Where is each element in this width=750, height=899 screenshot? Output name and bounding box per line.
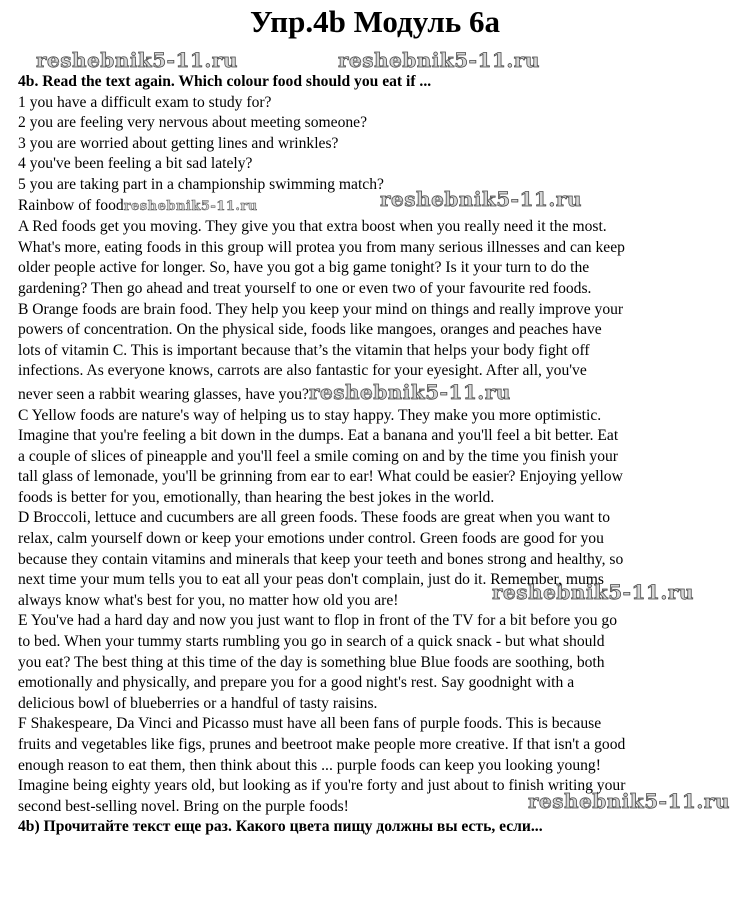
watermark: reshebnik5-11.ru: [528, 789, 730, 813]
paragraph-c-line: foods is better for you, emotionally, than hearing the best jokes in the world.: [18, 488, 495, 506]
question: 2 you are feeling very nervous about meeting someone?: [18, 114, 368, 132]
paragraph-f-line: fruits and vegetables like figs, prunes and beetroot make people more creative. If that isn't a good: [18, 736, 626, 753]
text-title: Rainbow of food: [18, 196, 124, 214]
paragraph-e-line: delicious bowl of blueberries or a handful of tasty raisins.: [18, 694, 378, 712]
watermark: reshebnik5-11.ru: [308, 379, 511, 404]
question: 1 you have a difficult exam to study for?: [18, 93, 272, 111]
paragraph-c-line: tall glass of lemonade, you'll be grinning from ear to ear! What could be easier? Enjoying yellow: [18, 468, 623, 486]
task-header: 4b. Read the text again. Which colour food should you eat if ...: [18, 73, 432, 90]
paragraph-b-line: B Orange foods are brain food. They help you keep your mind on things and really improve your: [18, 300, 624, 318]
paragraph-b-line: lots of vitamin C. This is important because that’s the vitamin that helps your body fight off: [18, 341, 590, 359]
paragraph-f-line: F Shakespeare, Da Vinci and Picasso must have all been fans of purple foods. This is because: [18, 715, 602, 733]
paragraph-d-line: D Broccoli, lettuce and cucumbers are all green foods. These foods are great when you want to: [18, 509, 611, 527]
paragraph-d-line: because they contain vitamins and minerals that keep your teeth and bones strong and healthy, so: [18, 550, 624, 568]
document-body: [18, 72, 728, 838]
paragraph-a-line: What's more, eating foods in this group will protea you from many serious illnesses and can keep: [18, 238, 625, 256]
paragraph-d-line: relax, calm yourself down or keep your emotions under control. Green foods are good for you: [18, 530, 604, 548]
paragraph-f-line: Imagine being eighty years old, but looking as if you're forty and just about to finish writing your: [18, 777, 626, 795]
watermark: reshebnik5-11.ru: [492, 580, 694, 604]
paragraph-b-line: infections. As everyone knows, carrots are also fantastic for your eyesight. After all, you've: [18, 362, 587, 380]
text-title-line: [18, 196, 728, 218]
paragraph-a-line: older people active for longer. So, have you got a big game tonight? Is it your turn to do the: [18, 259, 590, 277]
paragraph-a-line: A Red foods get you moving. They give you that extra boost when you really need it the most.: [18, 218, 607, 236]
watermark: reshebnik5-11.ru: [36, 48, 238, 72]
question: 5 you are taking part in a championship swimming match?: [18, 175, 384, 193]
question: 4 you've been feeling a bit sad lately?: [18, 155, 253, 173]
paragraph-e-line: emotionally and physically, and prepare you for a good night's rest. Say goodnight with a: [18, 674, 575, 692]
paragraph-c-line: a couple of slices of pineapple and you'll feel a smile coming on and by the time you finish your: [18, 447, 618, 465]
paragraph-e-line: E You've had a hard day and now you just want to flop in front of the TV for a bit before you go: [18, 612, 618, 630]
watermark: reshebnik5-11.ru: [380, 187, 582, 211]
watermark: reshebnik5-11.ru: [123, 198, 258, 214]
paragraph-b-line: never seen a rabbit wearing glasses, have you?: [18, 385, 309, 403]
paragraph-a-line: gardening? Then go ahead and treat yourself to one or even two of your favourite red foods.: [18, 279, 592, 297]
paragraph-d-line: always know what's best for you, no matter how old you are!: [18, 591, 399, 609]
paragraph-c-line: Imagine that you're feeling a bit down in the dumps. Eat a banana and you'll feel a bit better. Eat: [18, 427, 619, 445]
paragraph-e-line: to bed. When your tummy starts rumbling you go in search of a quick snack - but what should: [18, 633, 605, 651]
paragraph-e-line: you eat? The best thing at this time of the day is something blue Blue foods are soothing, both: [18, 653, 605, 671]
watermark: reshebnik5-11.ru: [338, 48, 540, 72]
russian-task: 4b) Прочитайте текст еще раз. Какого цвета пищу должны вы есть, если...: [18, 818, 543, 836]
paragraph-f-line: second best-selling novel. Bring on the purple foods!: [18, 797, 349, 815]
question: 3 you are worried about getting lines and wrinkles?: [18, 134, 339, 152]
paragraph-f-line: enough reason to eat them, then think about this ... purple foods can keep you looking young!: [18, 756, 601, 774]
paragraph-b-last-line: [18, 379, 728, 406]
paragraph-b-line: powers of concentration. On the physical side, foods like mangoes, oranges and peaches have: [18, 321, 602, 339]
paragraph-d-line: next time your mum tells you to eat all your peas don't complain, just do it. Remember, mums: [18, 571, 604, 589]
paragraph-c-line: C Yellow foods are nature's way of helping us to stay happy. They make you more optimistic.: [18, 406, 602, 424]
page-title: Упр.4b Модуль 6а: [250, 4, 500, 39]
